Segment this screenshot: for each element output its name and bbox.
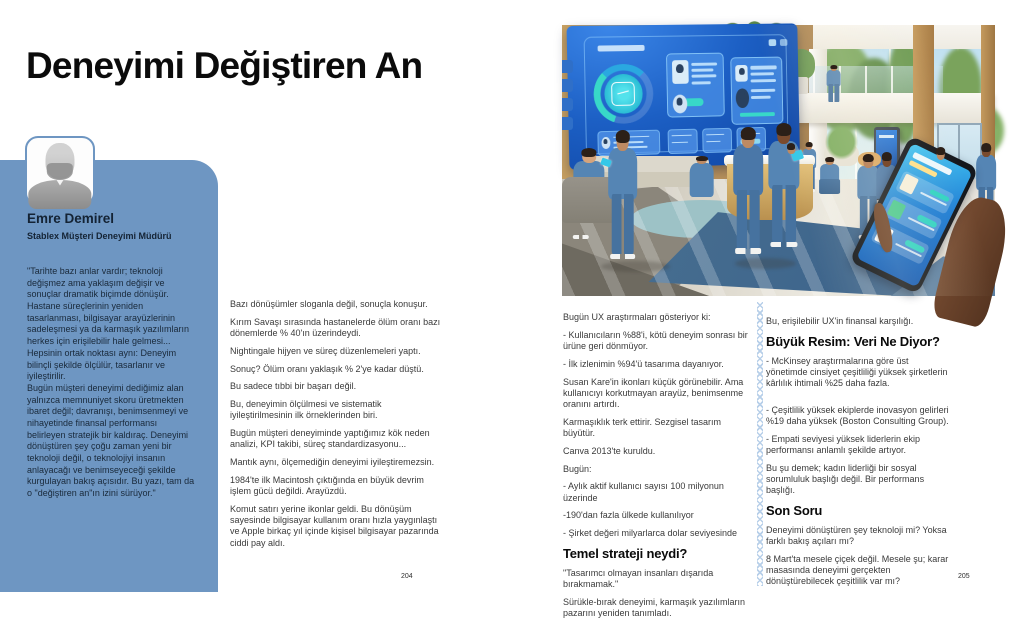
right-page-column-2	[766, 316, 950, 594]
screen-card-info	[731, 57, 784, 124]
body-paragraph: - İlk izlenimin %94'ü tasarıma dayanıyor.	[563, 358, 724, 369]
author-role: Stablex Müşteri Deneyimi Müdürü	[27, 231, 172, 241]
page-number-left: 204	[401, 573, 413, 580]
screen-icon	[769, 39, 776, 46]
body-paragraph: 8 Mart'ta mesele çiçek değil. Mesele şu; karar masasında deneyimi gerçekten dönüştürebilecek çeşitlilik var mı?	[766, 553, 949, 587]
body-paragraph: - Kullanıcıların %88'i, kötü deneyim sonrası bir ürüne geri dönmüyor.	[563, 329, 748, 351]
body-paragraph: Bu, deneyimin ölçülmesi ve sistematik iyileştirilmesinin ilk örneklerinden biri.	[230, 399, 382, 421]
zigzag-column-divider	[757, 302, 763, 586]
body-paragraph: - Şirket değeri milyarlarca dolar seviyesinde	[563, 528, 738, 538]
screen-stat-card	[668, 129, 698, 154]
body-paragraph: Bu sadece tıbbi bir başarı değil.	[230, 381, 357, 392]
body-paragraph: Sürükle-bırak deneyimi, karmaşık yazılımların pazarını yeniden tanımladı.	[563, 596, 746, 618]
screen-side-tab	[562, 117, 573, 129]
portrait-beard	[47, 163, 73, 180]
floor-shadow	[601, 261, 670, 272]
person-figure	[729, 129, 768, 254]
body-paragraph: - Empati seviyesi yüksek liderlerin ekip performansı anlamlı şekilde artıyor.	[766, 433, 921, 455]
body-paragraph: - Çeşitlilik yüksek ekiplerde inovasyon gelirleri %19 daha yüksek (Boston Consulting Group).	[766, 404, 949, 426]
body-paragraph: Bugün:	[563, 463, 592, 474]
author-sidebar	[0, 160, 218, 592]
left-page-column	[230, 299, 444, 555]
screen-side-tab	[562, 79, 573, 91]
body-paragraph: Deneyimi dönüştüren şey teknoloji mi? Yoksa farklı bakış açıları mı?	[766, 524, 947, 546]
body-paragraph: Sonuç? Ölüm oranı yaklaşık % 2'ye kadar düştü.	[230, 363, 424, 374]
body-paragraph: Kırım Savaşı sırasında hastanelerde ölüm oranı bazı dönemlerde % 40'ın üzerindeydi.	[230, 316, 441, 338]
avatar-icon	[736, 65, 748, 82]
author-portrait	[25, 136, 95, 206]
body-paragraph: Canva 2013'te kuruldu.	[563, 445, 656, 456]
person-figure	[685, 156, 717, 205]
section-heading: Temel strateji neydi?	[563, 545, 688, 561]
body-paragraph: Mantık aynı, ölçemediğin deneyimi iyileştiremezsin.	[230, 457, 435, 467]
screen-icon	[780, 39, 787, 46]
body-paragraph: 1984'te ilk Macintosh çıktığında en büyük devrim işlem gücü değildi. Arayüzdü.	[230, 474, 424, 496]
body-paragraph: Bu, erişilebilir UX'in finansal karşılığı.	[766, 316, 914, 326]
person-figure	[603, 132, 642, 259]
body-paragraph: Nightingale hijyen ve süreç düzenlemeleri yaptı.	[230, 345, 421, 356]
section-heading: Son Soru	[766, 502, 823, 518]
body-paragraph: Bugün müşteri deneyiminde yaptığımız kök neden analizi, KPI takibi, süreç standardizasyonu...	[230, 428, 430, 450]
hospital-lobby-photo	[562, 25, 995, 296]
section-heading: Büyük Resim: Veri Ne Diyor?	[766, 333, 940, 349]
screen-side-tab	[562, 98, 573, 110]
smartphone-hand-group	[822, 139, 1004, 302]
body-paragraph: Karmaşıklık terk ettirir. Sezgisel tasarım büyütür.	[563, 416, 722, 438]
body-paragraph: Bazı dönüşümler sloganla değil, sonuçla konuşur.	[230, 299, 428, 309]
screen-title-bar	[598, 45, 645, 51]
body-paragraph: Komut satırı yerine ikonlar geldi. Bu dönüşüm sayesinde bilgisayar kullanım oranı hızla yaygınlaştı ve Apple birkaç yıl içinde kişisel bilgisayar pazarında ciddi pay aldı.	[230, 503, 439, 548]
body-paragraph: - McKinsey araştırmalarına göre üst yönetimde cinsiyet çeşitliliği yüksek şirketlerin kârlılık ihtimali %25 daha fazla.	[766, 355, 948, 389]
person-figure	[824, 66, 843, 104]
quote-paragraph: "Tarihte bazı anlar vardır; teknoloji değişmez ama yaklaşım değişir ve sonuçlar dramatik biçimde dönüşür. Hastane süreçlerinin yeniden tasarlanması, bilgisayar arayüzlerinin sadeleşmesi ya da karmaşık yazılımların herkes için erişilebilir hale gelmesi... Hepsinin ortak noktası aynı: Deneyim bilinçli şekilde ölçülür, tasarlanır ve iyileştirilir.	[27, 266, 190, 382]
author-name: Emre Demirel	[27, 211, 115, 226]
donut-gauge	[594, 64, 654, 125]
body-paragraph: "Tasarımcı olmayan insanları dışarıda bırakmamak."	[563, 567, 714, 589]
avatar-icon	[672, 60, 689, 84]
person-figure	[763, 125, 804, 247]
quote-paragraph: Bugün müşteri deneyimi dediğimiz alan yalnızca memnuniyet skoru üretmekten ibaret değil; davranışı, benimsenmeyi ve nihayetinde finansal performansı belirleyen stratejik bir kaldıraç. Deneyimi dönüştüren şey çoğu zaman yeni bir teknoloji değil, o teknolojiyi insanın anlayacağı ve benimseyeceği şekilde kurgulayan bakış açısıdır. Bu yazı, tam da o "değiştiren an"ın izini sürüyor."	[27, 382, 195, 499]
author-quote	[27, 266, 197, 500]
avatar-icon	[673, 95, 688, 114]
screen-card-patient	[666, 53, 724, 118]
screen-side-tab	[562, 60, 573, 72]
avatar-icon	[737, 89, 750, 109]
body-paragraph: Bugün UX araştırmaları gösteriyor ki:	[563, 312, 711, 322]
article-title: Deneyimi Değiştiren An	[26, 44, 423, 86]
page-number-right: 205	[958, 573, 970, 580]
body-paragraph: -190'dan fazla ülkede kullanılıyor	[563, 510, 694, 521]
body-paragraph: Susan Kare'in ikonları küçük görünebilir. Ama kullanıcıyı korkutmayan arayüz, benimsenme oranını artırdı.	[563, 376, 744, 409]
right-page-column-1	[563, 312, 751, 626]
body-paragraph: Bu şu demek; kadın liderliği bir sosyal sorumluluk başlığı değil. Bir performans başlığı.	[766, 462, 925, 495]
body-paragraph: - Aylık aktif kullanıcı sayısı 100 milyonun üzerinde	[563, 481, 724, 503]
floor-shadow	[735, 258, 796, 269]
